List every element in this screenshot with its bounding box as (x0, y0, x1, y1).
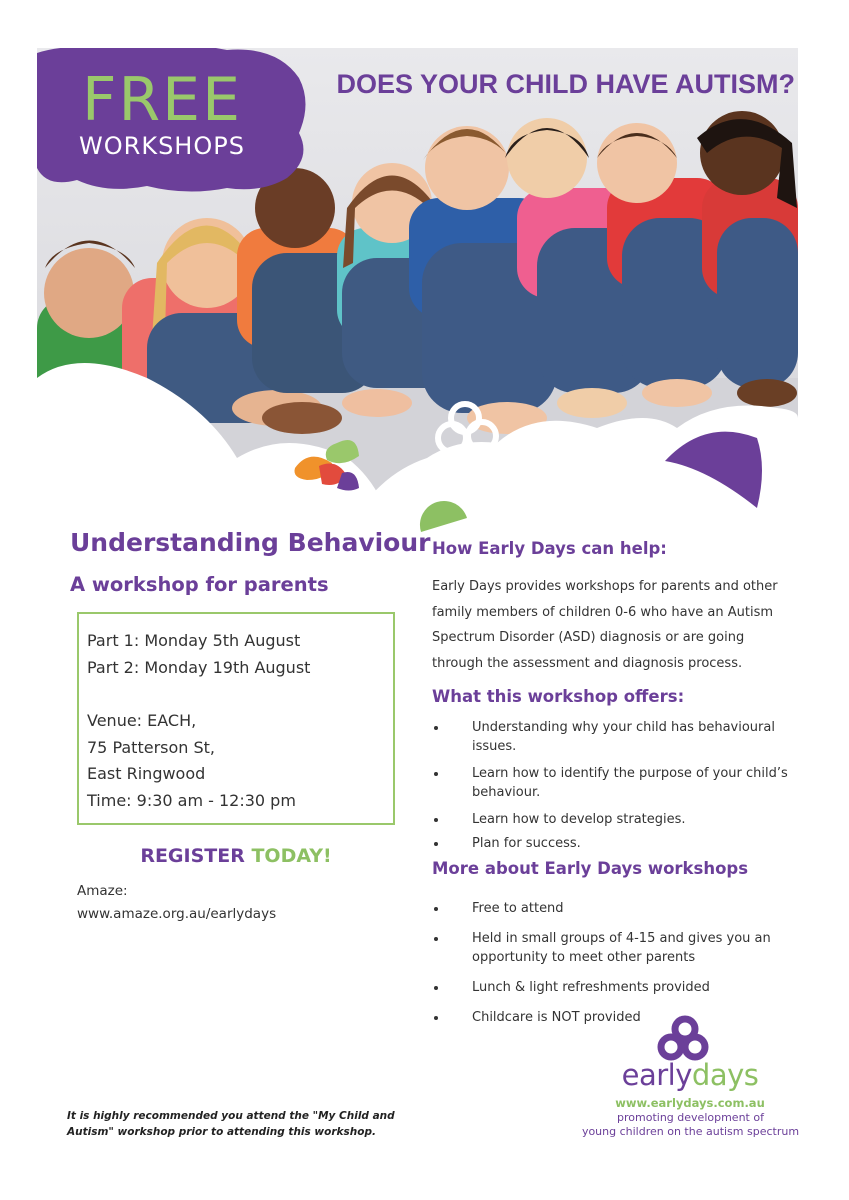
workshop-title: Understanding Behaviour (70, 528, 431, 557)
venue-suburb: East Ringwood (87, 764, 206, 783)
early-days-logo (590, 1058, 790, 1092)
workshops-label: WORKSHOPS (79, 132, 245, 160)
list-item: Learn how to develop strategies. (432, 810, 792, 829)
hero-banner (37, 48, 798, 553)
offers-list (432, 718, 792, 853)
amaze-contact (77, 880, 276, 926)
workshop-details-box (77, 612, 395, 825)
part2-date: Part 2: Monday 19th August (87, 657, 311, 677)
logo-word-early: early (621, 1058, 692, 1092)
part1-date: Part 1: Monday 5th August (87, 631, 301, 650)
amaze-url-link[interactable]: www.amaze.org.au/earlydays (77, 906, 277, 922)
register-today (77, 843, 395, 869)
more-heading: More about Early Days workshops (432, 859, 749, 878)
list-item: Childcare is NOT provided (432, 1008, 792, 1027)
help-heading: How Early Days can help: (432, 539, 667, 558)
list-item: Held in small groups of 4-15 and gives you an opportunity to meet other parents (432, 929, 792, 967)
list-item: Free to attend (432, 899, 792, 918)
offers-heading: What this workshop offers: (432, 687, 685, 706)
more-list (432, 899, 792, 1027)
list-item: Learn how to identify the purpose of your child’s behaviour. (432, 764, 792, 802)
headline: DOES YOUR CHILD HAVE AUTISM? (336, 69, 795, 99)
help-line: Spectrum Disorder (ASD) diagnosis or are going (432, 630, 745, 645)
logo-word-days: days (691, 1058, 759, 1092)
footnote: It is highly recommended you attend the "My Child and Autism" workshop prior to attending this workshop. (67, 1110, 395, 1138)
tagline-line: promoting development of (617, 1111, 764, 1124)
register-word: REGISTER (140, 845, 245, 867)
workshop-subtitle: A workshop for parents (70, 573, 329, 596)
help-line: through the assessment and diagnosis process. (432, 655, 743, 671)
amaze-label: Amaze: (77, 883, 128, 899)
help-paragraph (432, 574, 804, 676)
list-item: Plan for success. (432, 834, 792, 853)
free-label: FREE (81, 65, 243, 135)
logo-tagline (578, 1111, 803, 1139)
early-days-knot-icon (655, 1015, 711, 1063)
early-days-url-link[interactable]: www.earlydays.com.au (615, 1096, 765, 1110)
list-item: Lunch & light refreshments provided (432, 978, 792, 997)
help-line: family members of children 0-6 who have an Autism (432, 604, 774, 620)
today-word: TODAY! (251, 845, 332, 867)
list-item: Understanding why your child has behavioural issues. (432, 718, 792, 756)
venue-name: Venue: EACH, (87, 711, 197, 730)
session-time: Time: 9:30 am - 12:30 pm (87, 790, 296, 810)
tagline-line: young children on the autism spectrum (581, 1125, 800, 1138)
help-line: Early Days provides workshops for parents and other (432, 579, 778, 594)
venue-street: 75 Patterson St, (87, 737, 216, 757)
